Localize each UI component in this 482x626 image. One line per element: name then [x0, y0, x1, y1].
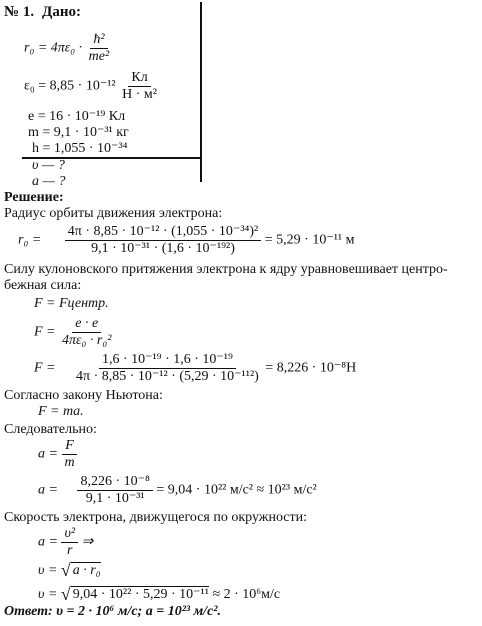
a-formula [38, 438, 78, 471]
a3-arrow: ⇒ [81, 534, 94, 550]
given-vertical-rule [200, 2, 202, 182]
f2-result: = 8,226 · 10⁻⁸Н [265, 360, 357, 376]
v-eq1-radicand: a · r₀ [72, 563, 101, 578]
speed-text: Скорость электрона, движущегося по окружности: [4, 510, 308, 525]
find-v: υ — ? [32, 158, 65, 173]
given-r0-lhs: r₀ = 4πε₀ · [24, 40, 83, 56]
r0-denominator: 9,1 · 10⁻³¹ · (1,6 · 10⁻¹⁹²) [91, 241, 235, 256]
a3-denominator: r [67, 543, 73, 558]
f-numeric [34, 352, 356, 385]
f2-lhs: F = [34, 360, 56, 376]
newton-eq: F = ma. [38, 404, 84, 419]
r0-result: = 5,29 · 10⁻¹¹ м [264, 232, 355, 248]
given-r0 [24, 32, 112, 65]
f-equals-fcentr: F = Fцентр. [34, 296, 109, 311]
a-numerator: F [62, 438, 77, 455]
given-eps0 [24, 70, 160, 103]
f2-denominator: 4π · 8,85 · 10⁻¹² · (5,29 · 10⁻¹¹²) [76, 369, 259, 384]
problem-number: № 1. [4, 4, 35, 20]
f-lhs: F = [34, 324, 56, 340]
therefore-text: Следовательно: [4, 422, 97, 437]
a2-lhs: a = [38, 482, 58, 498]
given-eps0-lhs: ε₀ = 8,85 · 10⁻¹² [24, 78, 116, 94]
r0-numerator: 4π · 8,85 · 10⁻¹² · (1,055 · 10⁻³⁴)² [65, 224, 262, 241]
given-e: e = 16 · 10⁻¹⁹ Кл [28, 109, 126, 124]
v-sqrt-formula [38, 560, 101, 581]
f2-fraction [73, 352, 262, 385]
given-h: h = 1,055 · 10⁻³⁴ [32, 141, 128, 156]
f2-numerator: 1,6 · 10⁻¹⁹ · 1,6 · 10⁻¹⁹ [99, 352, 236, 369]
coulomb-text-line2: бежная сила: [4, 278, 82, 293]
v-numeric [38, 584, 280, 605]
given-r0-denominator: me² [88, 49, 110, 64]
given-eps0-unit [119, 70, 160, 103]
newton-text: Согласно закону Ньютона: [4, 388, 163, 403]
a2-result: = 9,04 · 10²² м/с² ≈ 10²³ м/с² [156, 482, 317, 498]
a2-fraction [77, 474, 152, 507]
find-a: a — ? [32, 174, 66, 189]
f-fraction [59, 316, 114, 349]
answer: Ответ: υ = 2 · 10⁶ м/с; a = 10²³ м/с². [4, 604, 221, 619]
r0-equation [18, 224, 354, 257]
given-eps0-unit-num: Кл [128, 70, 150, 87]
v-eq2-lhs: υ = [38, 587, 58, 602]
given-m: m = 9,1 · 10⁻³¹ кг [28, 125, 129, 140]
a3-fraction [61, 526, 78, 559]
sqrt-icon: √ [60, 560, 71, 580]
coulomb-text-line1: Силу кулоновского притяжения электрона к ядру уравновешивает центро- [4, 262, 448, 277]
f-numerator: e · e [72, 316, 101, 333]
sqrt-icon-2: √ [60, 584, 71, 604]
v-eq2-radicand: 9,04 · 10²² · 5,29 · 10⁻¹¹ [72, 587, 209, 602]
f-denominator: 4πε₀ · r₀² [62, 333, 112, 348]
a2-numerator: 8,226 · 10⁻⁸ [77, 474, 152, 491]
f-formula [34, 316, 114, 349]
solution-label: Решение: [4, 190, 64, 205]
r0-lhs: r₀ = [18, 232, 42, 248]
given-r0-numerator: ħ² [90, 32, 107, 49]
given-eps0-unit-den: Н · м² [122, 87, 157, 102]
a3-numerator: υ² [61, 526, 78, 543]
a-numeric [38, 474, 317, 507]
a-fraction [61, 438, 77, 471]
a2-denominator: 9,1 · 10⁻³¹ [85, 491, 145, 506]
r0-fraction [65, 224, 262, 257]
v-eq1-lhs: υ = [38, 563, 58, 578]
given-r0-fraction [86, 32, 113, 65]
a-denominator: m [64, 455, 75, 470]
radius-text: Радиус орбиты движения электрона: [4, 206, 223, 221]
v-eq2-result: ≈ 2 · 10⁶м/с [212, 587, 281, 602]
a-v2-formula [38, 526, 93, 559]
a-lhs: a = [38, 446, 58, 462]
given-label: Дано: [42, 4, 81, 20]
a3-lhs: a = [38, 534, 58, 550]
